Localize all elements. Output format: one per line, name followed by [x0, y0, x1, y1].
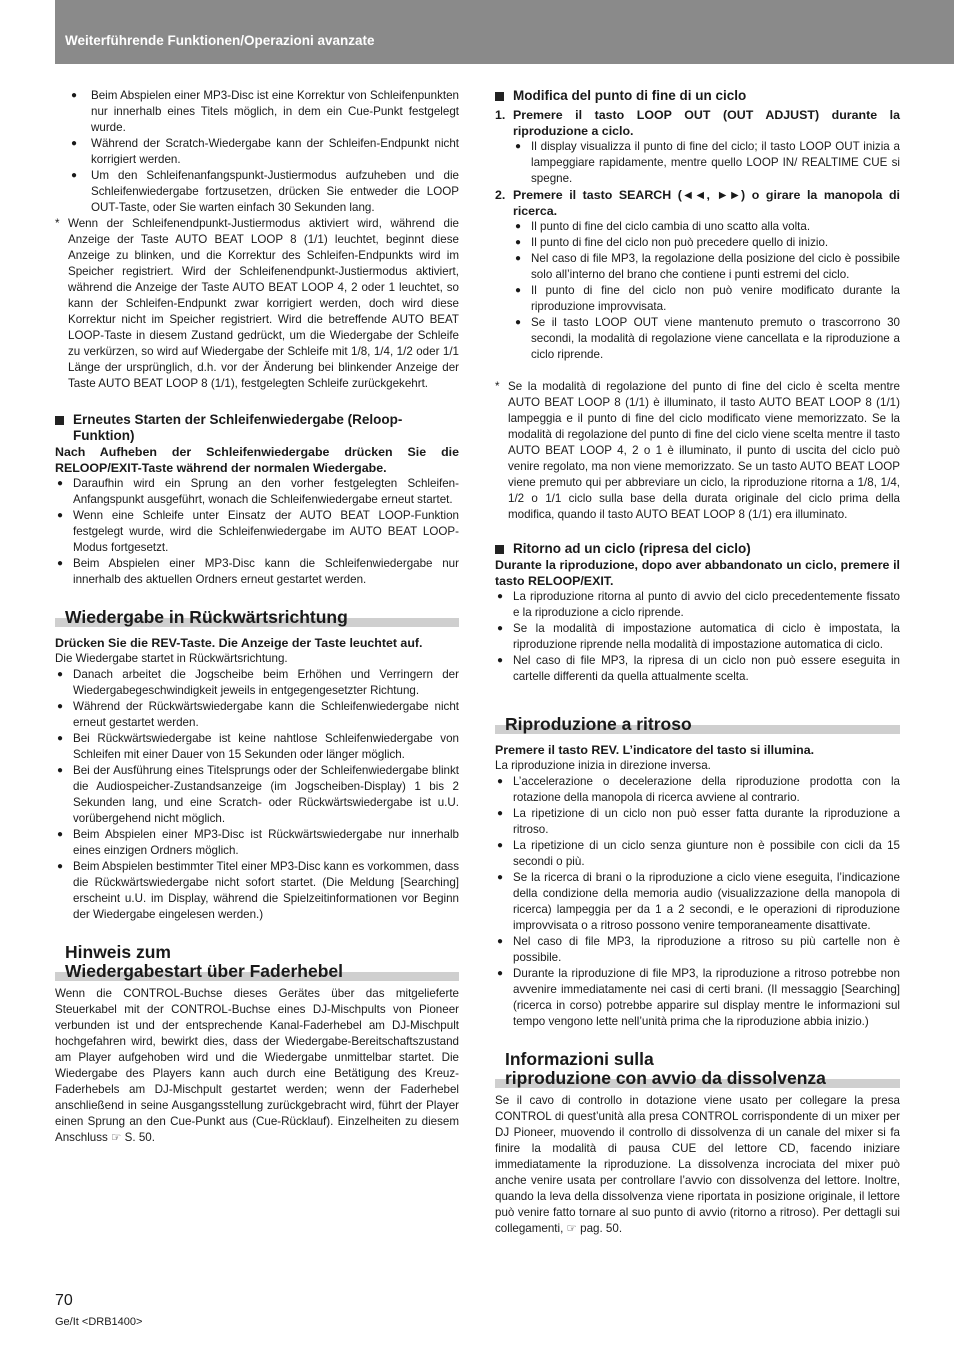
bullet: ● Bei der Ausführung eines Titelsprungs oder der Schleifenwiedergabe blinkt die Audiospeicher-Zustandsanzeige (im Jogscheiben-Display) 1 bis 2 Sekunden lang, und eine Scratch- oder Rückwärtswiedergabe ist u.U. vorübergehend nicht möglich. [55, 763, 459, 827]
section-heading-fader: Hinweis zum Wiedergabestart über Faderhebel [55, 943, 459, 981]
bullet: ● Beim Abspielen bestimmter Titel einer MP3-Disc kann es vorkommen, dass die Rückwärtswiedergabe nicht sofort startet. (Die Meldung [Searching] erscheint u.U. im Display, während die Spielzeitinformationen vor Beginn der Wiedergabe eingelesen werden.) [55, 859, 459, 923]
bullet: ● Beim Abspielen einer MP3-Disc kann die Schleifenwiedergabe nur innerhalb des aktuellen Ordners erneut gestartet werden. [55, 556, 459, 588]
bullet: ● Um den Schleifenanfangspunkt-Justiermodus aufzuheben und die Schleifenwiedergabe fortzusetzen, drücken Sie entweder die LOOP OUT-Taste, oder Sie warten einfach 30 Sekunden lang. [55, 168, 459, 216]
page-header-bar [55, 0, 954, 64]
bullet: ● Während der Rückwärtswiedergabe kann die Schleifenwiedergabe nicht erneut gestartet werden. [55, 699, 459, 731]
section-heading-fader: Informazioni sulla riproduzione con avvio da dissolvenza [495, 1050, 900, 1088]
body-text: Wenn die CONTROL-Buchse dieses Gerätes über das mitgelieferte Steuerkabel mit der CONTROL-Buchse eines DJ-Mischpults von Pioneer verbunden ist und der entsprechende Kanal-Faderhebel am DJ-Mischpult hochgefahren wird, bewirkt dies, dass der Wiedergabe-Bereitschaftszustand am Player aufgehoben wird und die Wiedergabe unmittelbar startet. Die Wiedergabe des Players kann auch durch eine Betätigung des Kreuz-Faderhebels am DJ-Mischpult gestartet werden; wenn der Faderhebel anschließend in seine Ausgangsstellung zurückgebracht wird, führt der Player einen Sprung an den Cue-Punkt aus (Cue-Rücklauf). Einzelheiten zu diesem Anschluss ☞ S. 50. [55, 987, 459, 1144]
bullet: ● Durante la riproduzione di file MP3, la riproduzione a ritroso potrebbe non avvenire immediatamente nei casi di certi brani. (Il messaggio [Searching] (ricerca in corso) potrebbe apparire sul display mentre le informazioni sul tempo vengono lette nell’unità prima che la riproduzione abbia inizio.) [495, 966, 900, 1030]
bullet: ● Während der Scratch-Wiedergabe kann der Schleifen-Endpunkt nicht korrigiert werden. [55, 136, 459, 168]
bullet: ● Il punto di fine del ciclo non può venire modificato durante la riproduzione improvvisata. [495, 283, 900, 315]
left-column [55, 88, 459, 1146]
bullet: ● Se la ricerca di brani o la riproduzione a ciclo viene eseguita, l’indicazione della condizione della memoria audio (visualizzazione della manopola di ricerca) lampeggia per da 1 a 2 secondi, e le operazioni di riproduzione improvvisata o a ritroso possono venire temporaneamente disattivate. [495, 870, 900, 934]
bullet: ● Se la modalità di impostazione automatica di ciclo è impostata, la riproduzione riprende nella modalità di impostazione automatica di ciclo. [495, 621, 900, 653]
header-title: Weiterführende Funktionen/Operazioni avanzate [65, 33, 375, 48]
footnote: * Wenn der Schleifenendpunkt-Justiermodus aktiviert wird, während die Anzeige der Taste AUTO BEAT LOOP 8 (1/1) leuchtet, beginnt diese Anzeige zu blinken, und die Korrektur des Schleifen-Endpunkts wird im Speicher registriert. Wird der Schleifenendpunkt-Justiermodus aktiviert, während die Anzeige der Taste AUTO BEAT LOOP 4, 2 oder 1 leuchtet, so kann der Schleifen-Endpunkt zwar korrigiert werden, doch wird diese Korrektur nicht im Speicher registriert. Wird die betreffende AUTO BEAT LOOP-Taste in diesem Zustand gedrückt, um die Wiedergabe der Schleife zu verkürzen, so wird auf Wiedergabe der Schleife mit 1/8, 1/4, 1/2 oder 1/1 Länge der ursprünglich, d.h. vor der Änderung bei blinkender Anzeige der Taste AUTO BEAT LOOP 8 (1/1), festgelegten Schleife zurückgekehrt. [55, 216, 459, 392]
subheading-modify-loop-end: Modifica del punto di fine di un ciclo [495, 88, 900, 104]
bullet: ● Daraufhin wird ein Sprung an den vorher festgelegten Schleifen-Anfangspunkt ausgeführt, wonach die Schleifenwiedergabe erneut startet. [55, 476, 459, 508]
bullet: ● La ripetizione di un ciclo non può esser fatta durante la riproduzione a ritroso. [495, 806, 900, 838]
instruction: Premere il tasto REV. L’indicatore del tasto si illumina. [495, 743, 815, 757]
bullet: ● Il display visualizza il punto di fine del ciclo; il tasto LOOP OUT inizia a lampeggiare rapidamente, mentre quello LOOP IN/ REALTIME CUE si spegne. [495, 139, 900, 187]
bullet: ● Nel caso di file MP3, la regolazione della posizione del ciclo è possibile solo all’interno del brano che contiene i punti estremi del ciclo. [495, 251, 900, 283]
subheading-reloop: Erneutes Starten der Schleifenwiedergabe (Reloop-Funktion) [55, 412, 459, 444]
footnote: * Se la modalità di regolazione del punto di fine del ciclo è scelta mentre AUTO BEAT LOOP 8 (1/1) è illuminato, il tasto AUTO BEAT LOOP 8 (1/1) lampeggia e il punto di fine del ciclo modificato viene memorizzato. Se la modalità di regolazione del punto di fine del ciclo viene scelta mentre il tasto AUTO BEAT LOOP 4, 2 o 1 è illuminato, il punto di uscita del ciclo può venire regolato, ma non viene memorizzato. Se un tasto AUTO BEAT LOOP viene premuto qui per abbreviare un ciclo, la riproduzione ritorna a 1/8, 1/4, 1/2 o 1/1 ciclo sulla base della durata originale del ciclo prima della modifica, quando il tasto AUTO BEAT LOOP 8 (1/1) era illuminato. [495, 379, 900, 523]
page-number: 70 [55, 1292, 73, 1309]
bullet: ● Beim Abspielen einer MP3-Disc ist Rückwärtswiedergabe nur innerhalb eines einzigen Ordners möglich. [55, 827, 459, 859]
bullet: ● Danach arbeitet die Jogscheibe beim Erhöhen und Verringern der Wiedergabegeschwindigkeit jeweils in entgegengesetzter Richtung. [55, 667, 459, 699]
section-heading-reverse: Wiedergabe in Rückwärtsrichtung [55, 608, 459, 627]
subheading-loop-return: Ritorno ad un ciclo (ripresa del ciclo) [495, 541, 900, 557]
footer-code: Ge/It <DRB1400> [55, 1316, 143, 1328]
bullet: ● Nel caso di file MP3, la ripresa di un ciclo non può essere eseguita in cartelle differenti da quella attualmente scelta. [495, 653, 900, 685]
bullet: ● La ripetizione di un ciclo senza giunture non è possibile con cicli da 15 secondi o più. [495, 838, 900, 870]
body-text: La riproduzione inizia in direzione inversa. [495, 759, 711, 772]
right-column [495, 88, 900, 1237]
bullet: ● Bei Rückwärtswiedergabe ist keine nahtlose Schleifenwiedergabe von Schleifen mit einer Dauer von 15 Sekunden oder länger möglich. [55, 731, 459, 763]
step-2: 2. Premere il tasto SEARCH (◄◄, ►►) o girare la manopola di ricerca. [495, 188, 900, 218]
bullet: ● Wenn eine Schleife unter Einsatz der AUTO BEAT LOOP-Funktion festgelegt wurde, wird die Schleifenwiedergabe im AUTO BEAT LOOP-Modus fortgesetzt. [55, 508, 459, 556]
step-1: 1. Premere il tasto LOOP OUT (OUT ADJUST) durante la riproduzione a ciclo. [495, 108, 900, 138]
instruction: Nach Aufheben der Schleifenwiedergabe drücken Sie die RELOOP/EXIT-Taste während der normalen Wiedergabe. [55, 445, 459, 475]
bullet: ● Se il tasto LOOP OUT viene mantenuto premuto o trascorrono 30 secondi, la modalità di regolazione viene cancellata e la riproduzione a ciclo riprende. [495, 315, 900, 363]
bullet: ● La riproduzione ritorna al punto di avvio del ciclo precedentemente fissato e la riproduzione a ciclo riprende. [495, 589, 900, 621]
bullet: ● L’accelerazione o decelerazione della riproduzione prodotta con la rotazione della manopola di ricerca avviene al contrario. [495, 774, 900, 806]
body-text: Se il cavo di controllo in dotazione viene usato per collegare la presa CONTROL di quest’unità alla presa CONTROL corrispondente di un mixer per DJ Pioneer, muovendo il controllo di dissolvenza di un canale del mixer si fa finire la modalità di pausa CUE del lettore CD, facendo iniziare immediatamente la riproduzione. La dissolvenza incrociata del mixer può anche venire usata per controllare l’avvio con dissolvenza del lettore. Inoltre, quando la leva della dissolvenza viene riportata in posizione originale, il lettore può venire fatto tornare al suo punto di avvio (ritorno a ritroso). Per dettagli sui collegamenti, ☞ pag. 50. [495, 1094, 900, 1235]
bullet: ● Nel caso di file MP3, la riproduzione a ritroso su più cartelle non è possibile. [495, 934, 900, 966]
section-heading-reverse: Riproduzione a ritroso [495, 715, 900, 734]
bullet: ● Beim Abspielen einer MP3-Disc ist eine Korrektur von Schleifenpunkten nur innerhalb eines Titels möglich, in dem ein Cue-Punkt festgelegt wurde. [55, 88, 459, 136]
instruction: Drücken Sie die REV-Taste. Die Anzeige der Taste leuchtet auf. [55, 636, 423, 650]
bullet: ● Il punto di fine del ciclo non può precedere quello di inizio. [495, 235, 900, 251]
instruction: Durante la riproduzione, dopo aver abbandonato un ciclo, premere il tasto RELOOP/EXIT. [495, 558, 900, 588]
bullet: ● Il punto di fine del ciclo cambia di uno scatto alla volta. [495, 219, 900, 235]
body-text: Die Wiedergabe startet in Rückwärtsrichtung. [55, 652, 288, 665]
